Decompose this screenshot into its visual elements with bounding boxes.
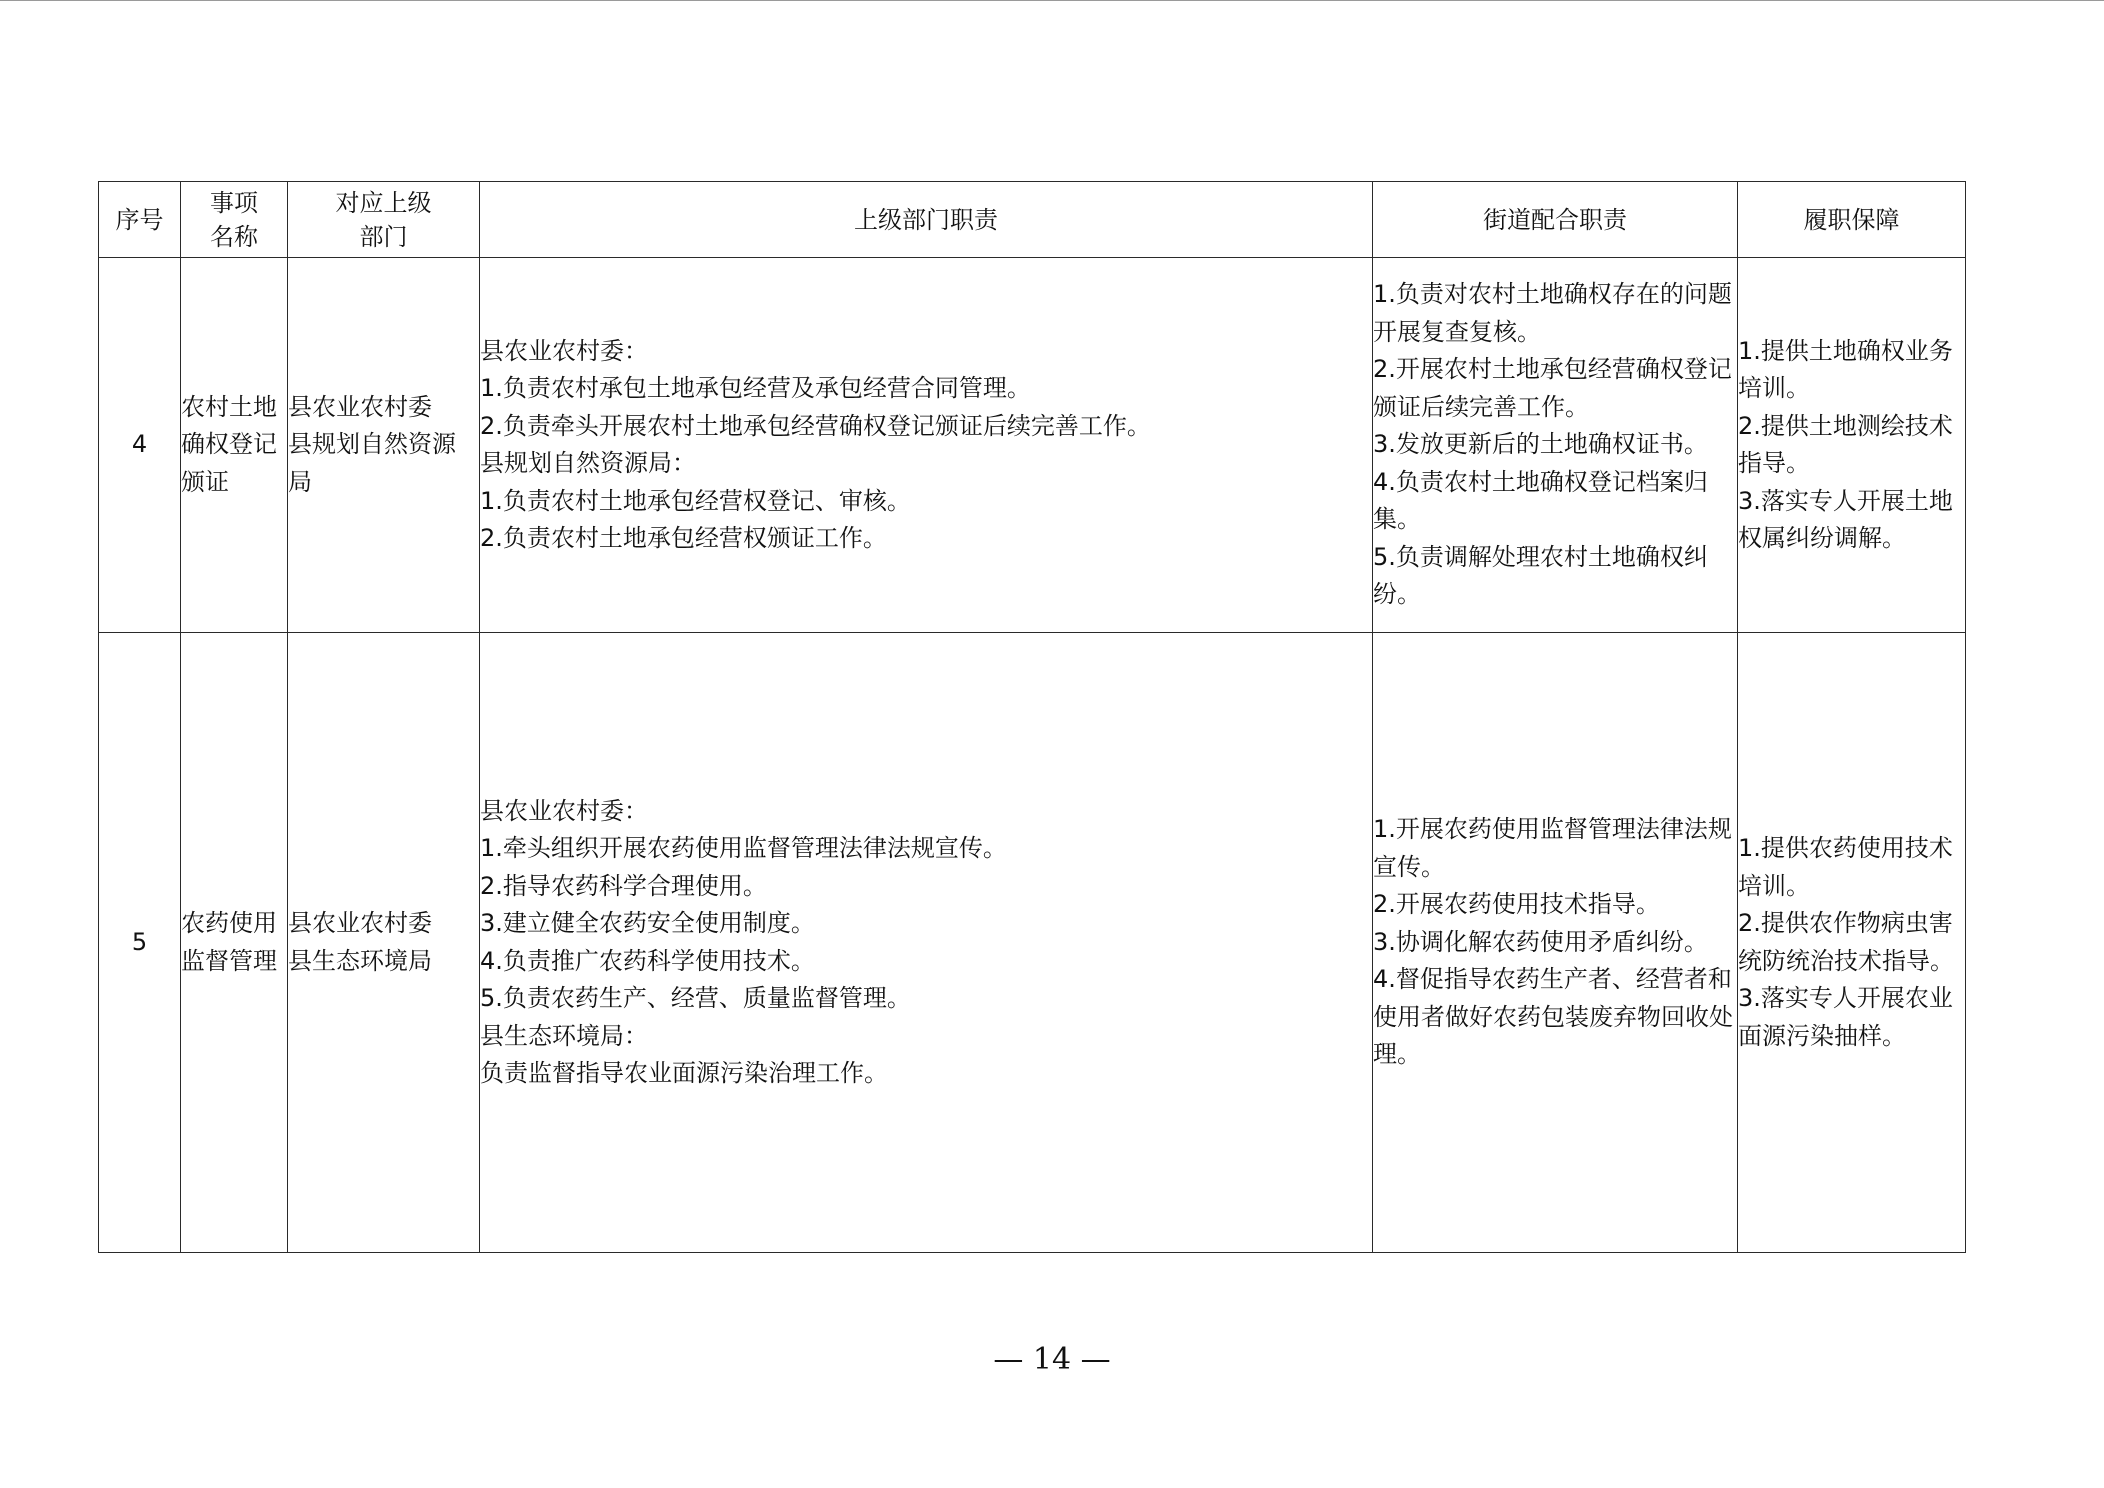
header-guarantee: 履职保障: [1738, 182, 1966, 258]
table-header-row: [99, 182, 1966, 258]
header-street-duty: 街道配合职责: [1373, 182, 1738, 258]
cell-row-number: 4: [99, 258, 181, 633]
street-duty-line: 1.负责对农村土地确权存在的问题开展复查复核。: [1373, 280, 1732, 346]
header-dept-line2: 部门: [359, 222, 408, 251]
top-border-line: [0, 0, 2104, 1]
duty-line: 2.负责农村土地承包经营权颁证工作。: [480, 524, 887, 552]
cell-item-name: 农村土地确权登记颁证: [181, 258, 288, 633]
cell-superior-duties: [480, 258, 1373, 633]
duty-line: 1.负责农村土地承包经营权登记、审核。: [480, 486, 911, 515]
street-duty-line: 2.开展农村土地承包经营确权登记颁证后续完善工作。: [1373, 355, 1732, 421]
duty-line: 2.负责牵头开展农村土地承包经营确权登记颁证后续完善工作。: [480, 411, 1151, 440]
duty-line: 县生态环境局：: [480, 1021, 648, 1050]
header-item-line2: 名称: [210, 222, 258, 251]
duty-line: 负责监督指导农业面源污染治理工作。: [480, 1059, 888, 1087]
guarantee-line: 1.提供土地确权业务培训。: [1738, 336, 1953, 402]
guarantee-line: 3.落实专人开展土地权属纠纷调解。: [1738, 486, 1953, 552]
table-row: [99, 633, 1966, 1253]
duty-line: 县农业农村委：: [480, 336, 648, 365]
cell-street-duties: [1373, 258, 1738, 633]
cell-departments: [288, 633, 480, 1253]
duty-line: 3.建立健全农药安全使用制度。: [480, 909, 815, 937]
header-department: [288, 182, 480, 258]
duty-line: 1.牵头组织开展农药使用监督管理法律法规宣传。: [480, 834, 1007, 862]
header-item-line1: 事项: [210, 188, 258, 217]
cell-row-number: 5: [99, 633, 181, 1253]
department-line: 县农业农村委: [288, 909, 432, 937]
duty-table: [98, 181, 1966, 1253]
street-duty-line: 4.负责农村土地确权登记档案归集。: [1373, 467, 1708, 534]
header-dept-line1: 对应上级: [335, 188, 432, 217]
department-line: 县农业农村委: [288, 392, 432, 421]
cell-superior-duties: [480, 633, 1373, 1253]
street-duty-line: 2.开展农药使用技术指导。: [1373, 890, 1660, 919]
cell-departments: [288, 258, 480, 633]
page-number: — 14 —: [993, 1342, 1111, 1377]
duty-line: 2.指导农药科学合理使用。: [480, 871, 767, 900]
header-no: 序号: [99, 182, 181, 258]
street-duty-line: 3.协调化解农药使用矛盾纠纷。: [1373, 927, 1708, 956]
duty-line: 5.负责农药生产、经营、质量监督管理。: [480, 984, 911, 1012]
duty-line: 县规划自然资源局：: [480, 449, 696, 477]
guarantee-line: 1.提供农药使用技术培训。: [1738, 834, 1953, 900]
street-duty-line: 1.开展农药使用监督管理法律法规宣传。: [1373, 815, 1732, 881]
guarantee-line: 3.落实专人开展农业面源污染抽样。: [1738, 984, 1953, 1050]
street-duty-line: 5.负责调解处理农村土地确权纠纷。: [1373, 542, 1708, 609]
guarantee-line: 2.提供农作物病虫害统防统治技术指导。: [1738, 909, 1954, 975]
cell-street-duties: [1373, 633, 1738, 1253]
cell-item-name: 农药使用监督管理: [181, 633, 288, 1253]
duty-line: 4.负责推广农药科学使用技术。: [480, 946, 815, 975]
header-duty: 上级部门职责: [480, 182, 1373, 258]
duty-line: 县农业农村委：: [480, 796, 648, 825]
cell-guarantees: [1738, 258, 1966, 633]
department-line: 县规划自然资源局: [288, 430, 456, 496]
guarantee-line: 2.提供土地测绘技术指导。: [1738, 411, 1953, 477]
table-row: [99, 258, 1966, 633]
department-line: 县生态环境局: [288, 946, 432, 975]
duty-line: 1.负责农村承包土地承包经营及承包经营合同管理。: [480, 374, 1031, 402]
street-duty-line: 3.发放更新后的土地确权证书。: [1373, 430, 1708, 459]
street-duty-line: 4.督促指导农药生产者、经营者和使用者做好农药包装废弃物回收处理。: [1373, 965, 1733, 1069]
header-item-name: [181, 182, 288, 258]
cell-guarantees: [1738, 633, 1966, 1253]
